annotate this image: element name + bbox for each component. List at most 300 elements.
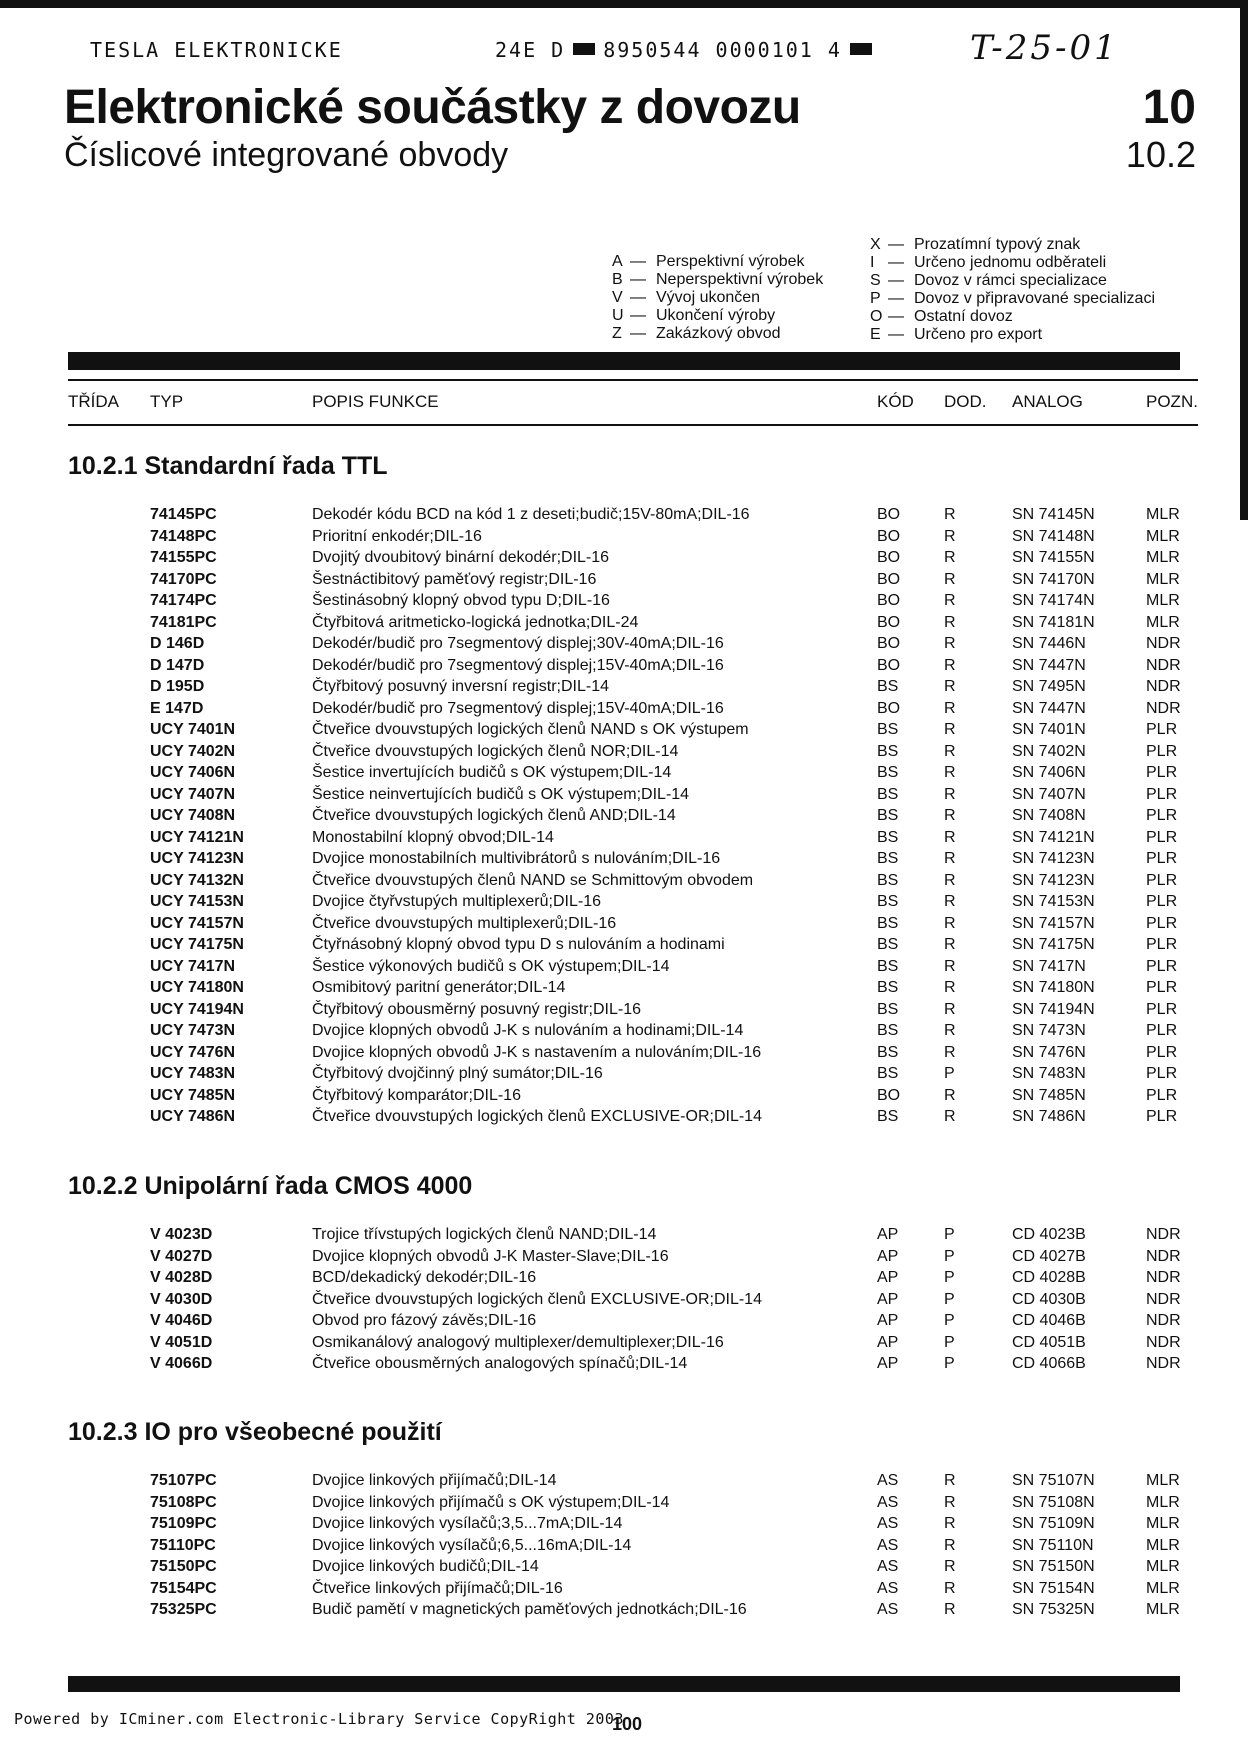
cell-popis: Dvojice klopných obvodů J-K Master-Slave;DIL-16 (312, 1247, 669, 1265)
cell-pozn: PLR (1146, 1065, 1178, 1082)
legend-item (612, 271, 823, 289)
cell-pozn: NDR (1146, 1312, 1181, 1329)
cell-analog: CD 4028B (1012, 1269, 1086, 1286)
cell-dod: R (944, 592, 956, 609)
cell-dod: P (944, 1247, 955, 1265)
cell-analog: SN 74153N (1012, 893, 1095, 910)
cell-typ: UCY 7483N (150, 1065, 236, 1082)
cell-popis: Šestice invertujících budičů s OK výstupem;DIL-14 (312, 764, 672, 781)
cell-pozn: NDR (1146, 656, 1181, 674)
cell-popis: Dekodér/budič pro 7segmentový displej;15V-40mA;DIL-16 (312, 656, 724, 674)
cell-pozn: PLR (1146, 1000, 1178, 1018)
cell-popis: Čtveřice linkových přijímačů;DIL-16 (312, 1579, 563, 1597)
cell-typ: 75325PC (150, 1601, 217, 1618)
legend-code: A (612, 253, 623, 270)
cell-typ: UCY 7402N (150, 742, 236, 760)
cell-dod: P (944, 1312, 955, 1329)
cell-typ: V 4051D (150, 1333, 213, 1351)
cell-typ: UCY 74121N (150, 828, 244, 846)
cell-typ: V 4023D (150, 1226, 213, 1243)
cell-dod: R (944, 1493, 956, 1511)
cell-popis: Dvojitý dvoubitový binární dekodér;DIL-16 (312, 549, 610, 566)
cell-analog: SN 75154N (1012, 1579, 1095, 1597)
table-row (0, 764, 1248, 786)
legend-item (612, 325, 823, 343)
cell-dod: R (944, 893, 956, 910)
cell-pozn: MLR (1146, 527, 1180, 545)
legend-text: Určeno jednomu odběrateli (914, 254, 1107, 271)
table-row (0, 635, 1248, 657)
cell-pozn: PLR (1146, 785, 1178, 803)
cell-popis: Čtveřice dvouvstupých logických členů NAND s OK výstupem (312, 721, 749, 738)
cell-kod: AP (877, 1355, 899, 1372)
cell-analog: SN 7401N (1012, 721, 1086, 738)
cell-kod: AP (877, 1226, 899, 1243)
cell-dod: R (944, 828, 956, 846)
cell-popis: Čtveřice dvouvstupých multiplexerů;DIL-16 (312, 914, 617, 932)
header-rule-top (68, 379, 1198, 381)
cell-typ: 74155PC (150, 549, 217, 566)
cell-typ: 75108PC (150, 1493, 217, 1511)
table-row (0, 1001, 1248, 1023)
cell-analog: SN 74194N (1012, 1000, 1095, 1018)
table-row (0, 1108, 1248, 1130)
legend-code: X (870, 236, 881, 253)
legend-code: O (870, 308, 883, 325)
table-row (0, 786, 1248, 808)
cell-typ: UCY 74153N (150, 893, 244, 910)
cell-pozn: NDR (1146, 635, 1181, 652)
cell-pozn: MLR (1146, 549, 1180, 566)
cell-popis: Čtyřbitový obousměrný posuvný registr;DIL-16 (312, 1000, 642, 1018)
table-row (0, 958, 1248, 980)
cell-typ: UCY 7486N (150, 1108, 236, 1125)
cell-popis: Šestinásobný klopný obvod typu D;DIL-16 (312, 592, 610, 609)
legend-item (870, 290, 1155, 308)
cell-analog: SN 7408N (1012, 807, 1086, 824)
cell-analog: CD 4027B (1012, 1247, 1086, 1265)
table-row (0, 721, 1248, 743)
page-subtitle: Číslicové integrované obvody (64, 136, 509, 174)
cell-kod: BS (877, 893, 899, 910)
cell-typ: UCY 74123N (150, 850, 244, 867)
cell-pozn: PLR (1146, 1108, 1178, 1125)
table-ttl (0, 506, 1248, 1130)
cell-pozn: PLR (1146, 979, 1178, 996)
table-row (0, 1248, 1248, 1270)
table-row (0, 1226, 1248, 1248)
legend-item (612, 307, 823, 325)
legend-code: S (870, 272, 881, 289)
cell-dod: R (944, 678, 956, 695)
cell-popis: Osmikanálový analogový multiplexer/demultiplexer;DIL-16 (312, 1333, 724, 1351)
dash-glyph: — (630, 289, 646, 306)
table-row (0, 1312, 1248, 1334)
legend-code: V (612, 289, 623, 306)
legend-item (612, 289, 823, 307)
cell-analog: SN 7447N (1012, 656, 1086, 674)
table-row (0, 936, 1248, 958)
cell-popis: Dvojice linkových přijímačů;DIL-14 (312, 1472, 557, 1489)
cell-dod: R (944, 1579, 956, 1597)
cell-popis: Dvojice linkových budičů;DIL-14 (312, 1558, 539, 1575)
cell-typ: V 4046D (150, 1312, 213, 1329)
cell-typ: 75150PC (150, 1558, 217, 1575)
cell-kod: BS (877, 1043, 899, 1061)
cell-kod: BS (877, 1022, 899, 1039)
cell-dod: R (944, 850, 956, 867)
cell-popis: Dvojice linkových vysílačů;3,5...7mA;DIL-14 (312, 1515, 623, 1532)
cell-popis: Budič pamětí v magnetických paměťových jednotkách;DIL-16 (312, 1601, 747, 1618)
cell-typ: 74148PC (150, 527, 217, 545)
cell-dod: R (944, 721, 956, 738)
dash-glyph: — (630, 325, 646, 342)
cell-analog: SN 7406N (1012, 764, 1086, 781)
table-cmos (0, 1226, 1248, 1377)
cell-kod: BS (877, 828, 899, 846)
legend-text: Určeno pro export (914, 326, 1043, 343)
cell-dod: P (944, 1355, 955, 1372)
table-row (0, 614, 1248, 636)
cell-typ: UCY 7485N (150, 1086, 236, 1104)
cell-analog: SN 74180N (1012, 979, 1095, 996)
cell-pozn: PLR (1146, 764, 1178, 781)
cell-kod: BS (877, 1065, 899, 1082)
cell-popis: Čtveřice dvouvstupých logických členů AND;DIL-14 (312, 807, 676, 824)
cell-kod: BS (877, 957, 899, 975)
table-row (0, 1269, 1248, 1291)
table-row (0, 915, 1248, 937)
table-row (0, 1022, 1248, 1044)
cell-dod: R (944, 613, 956, 631)
cell-kod: BS (877, 1000, 899, 1018)
cell-analog: SN 74123N (1012, 871, 1095, 889)
table-row (0, 700, 1248, 722)
section-heading-general: 10.2.3 IO pro všeobecné použití (68, 1418, 442, 1446)
cell-popis: Šestice neinvertujících budičů s OK výstupem;DIL-14 (312, 785, 690, 803)
legend-code: I (870, 254, 875, 271)
col-header-pozn: POZN. (1146, 392, 1198, 411)
section-heading-ttl: 10.2.1 Standardní řada TTL (68, 452, 388, 480)
cell-popis: Čtyřnásobný klopný obvod typu D s nulováním a hodinami (312, 936, 725, 953)
cell-analog: SN 7495N (1012, 678, 1086, 695)
cell-typ: UCY 7417N (150, 957, 236, 975)
cell-kod: BO (877, 592, 901, 609)
table-row (0, 979, 1248, 1001)
col-header-dod: DOD. (944, 392, 987, 411)
cell-dod: P (944, 1065, 955, 1082)
cell-typ: 75110PC (150, 1536, 216, 1554)
cell-pozn: PLR (1146, 1043, 1178, 1061)
cell-dod: R (944, 1022, 956, 1039)
cell-kod: BS (877, 979, 899, 996)
cell-kod: BO (877, 570, 901, 588)
cell-analog: SN 74157N (1012, 914, 1095, 932)
cell-kod: BS (877, 871, 899, 889)
cell-popis: Dvojice linkových vysílačů;6,5...16mA;DIL-14 (312, 1536, 632, 1554)
cell-dod: R (944, 656, 956, 674)
cell-analog: SN 7446N (1012, 635, 1086, 652)
cell-popis: Čtyřbitový komparátor;DIL-16 (312, 1086, 521, 1104)
cell-typ: UCY 74157N (150, 914, 244, 932)
cell-dod: P (944, 1333, 955, 1351)
col-header-trida: TŘÍDA (68, 392, 119, 411)
cell-dod: R (944, 549, 956, 566)
cell-analog: SN 7476N (1012, 1043, 1086, 1061)
legend-item (612, 253, 823, 271)
cell-dod: R (944, 764, 956, 781)
dash-glyph: — (630, 271, 646, 288)
cell-typ: 74170PC (150, 570, 217, 588)
cell-analog: CD 4066B (1012, 1355, 1086, 1372)
cell-dod: R (944, 635, 956, 652)
cell-kod: AS (877, 1472, 899, 1489)
scan-top-border (0, 0, 1248, 8)
cell-typ: UCY 7476N (150, 1043, 236, 1061)
cell-pozn: PLR (1146, 807, 1178, 824)
cell-analog: SN 7407N (1012, 785, 1086, 803)
legend-text: Ostatní dovoz (914, 308, 1013, 325)
cell-kod: BO (877, 549, 901, 566)
cell-typ: 75154PC (150, 1579, 217, 1597)
cell-popis: Čtveřice dvouvstupých logických členů NOR;DIL-14 (312, 742, 679, 760)
cell-pozn: MLR (1146, 506, 1180, 523)
cell-popis: Obvod pro fázový závěs;DIL-16 (312, 1312, 537, 1329)
cell-analog: SN 74181N (1012, 613, 1095, 631)
cell-analog: SN 74155N (1012, 549, 1095, 566)
cell-dod: R (944, 699, 956, 717)
chapter-number: 10 (1142, 81, 1196, 134)
cell-kod: BS (877, 678, 899, 695)
cell-popis: Šestice výkonových budičů s OK výstupem;DIL-14 (312, 957, 670, 975)
cell-pozn: PLR (1146, 893, 1178, 910)
legend-code: B (612, 271, 623, 288)
col-header-popis: POPIS FUNKCE (312, 392, 439, 411)
cell-dod: P (944, 1269, 955, 1286)
cell-popis: Šestnáctibitový paměťový registr;DIL-16 (312, 570, 597, 588)
cell-pozn: MLR (1146, 1536, 1180, 1554)
cell-typ: UCY 74194N (150, 1000, 244, 1018)
scan-header-code-b: 8950544 0000101 4 (603, 38, 842, 62)
header-rule-thick (68, 352, 1180, 370)
legend-item (870, 254, 1155, 272)
cell-popis: Dvojice klopných obvodů J-K s nulováním a hodinami;DIL-14 (312, 1022, 744, 1039)
page-number: 100 (612, 1714, 643, 1734)
cell-dod: R (944, 742, 956, 760)
cell-analog: SN 75108N (1012, 1493, 1095, 1511)
cell-analog: SN 74123N (1012, 850, 1095, 867)
table-row (0, 1494, 1248, 1516)
cell-popis: Dvojice linkových přijímačů s OK výstupem;DIL-14 (312, 1493, 670, 1511)
table-row (0, 829, 1248, 851)
cell-typ: V 4066D (150, 1355, 213, 1372)
cell-pozn: PLR (1146, 957, 1178, 975)
cell-dod: P (944, 1290, 955, 1308)
table-row (0, 1291, 1248, 1313)
dash-glyph: — (888, 290, 904, 307)
cell-typ: D 147D (150, 656, 205, 674)
cell-dod: R (944, 979, 956, 996)
cell-popis: Čtyřbitová aritmeticko-logická jednotka;DIL-24 (312, 613, 639, 631)
cell-popis: Čtveřice dvouvstupých logických členů EXCLUSIVE-OR;DIL-14 (312, 1290, 762, 1308)
cell-analog: SN 7417N (1012, 957, 1086, 975)
table-row (0, 528, 1248, 550)
cell-pozn: MLR (1146, 1558, 1180, 1575)
footer-rule-thick (68, 1676, 1180, 1692)
cell-popis: Dekodér kódu BCD na kód 1 z deseti;budič;15V-80mA;DIL-16 (312, 506, 750, 523)
cell-analog: SN 74170N (1012, 570, 1095, 588)
cell-typ: UCY 7408N (150, 807, 236, 824)
cell-kod: AP (877, 1312, 899, 1329)
cell-pozn: NDR (1146, 699, 1181, 717)
cell-kod: AP (877, 1290, 899, 1308)
cell-popis: Dvojice čtyřvstupých multiplexerů;DIL-16 (312, 893, 601, 910)
cell-dod: R (944, 1472, 956, 1489)
cell-dod: R (944, 936, 956, 953)
scan-header-codes (495, 38, 880, 62)
cell-kod: BS (877, 764, 899, 781)
cell-typ: UCY 7473N (150, 1022, 236, 1039)
legend-item (870, 236, 1155, 254)
cell-kod: BS (877, 742, 899, 760)
dash-glyph: — (630, 307, 646, 324)
cell-pozn: MLR (1146, 570, 1180, 588)
cell-analog: SN 74175N (1012, 936, 1095, 953)
table-row (0, 872, 1248, 894)
cell-analog: SN 74148N (1012, 527, 1095, 545)
cell-analog: SN 75110N (1012, 1536, 1094, 1554)
cell-pozn: PLR (1146, 828, 1178, 846)
cell-dod: R (944, 871, 956, 889)
cell-kod: AS (877, 1558, 899, 1575)
cell-analog: SN 75109N (1012, 1515, 1095, 1532)
cell-typ: UCY 74175N (150, 936, 244, 953)
cell-kod: AS (877, 1579, 899, 1597)
cell-kod: AS (877, 1601, 899, 1618)
cell-popis: BCD/dekadický dekodér;DIL-16 (312, 1269, 537, 1286)
table-row (0, 657, 1248, 679)
cell-dod: R (944, 1558, 956, 1575)
cell-typ: 74181PC (150, 613, 217, 631)
scan-header-left: TESLA ELEKTRONICKE (90, 38, 343, 62)
cell-analog: SN 7485N (1012, 1086, 1086, 1104)
legend-text: Ukončení výroby (656, 307, 776, 324)
legend-item (870, 272, 1155, 290)
cell-kod: BS (877, 914, 899, 932)
cell-typ: UCY 74180N (150, 979, 244, 996)
section-number: 10.2 (1125, 134, 1196, 175)
table-row (0, 1601, 1248, 1623)
cell-kod: BS (877, 807, 899, 824)
cell-popis: Čtveřice obousměrných analogových spínačů;DIL-14 (312, 1355, 688, 1372)
cell-pozn: MLR (1146, 592, 1180, 609)
scan-header-code-a: 24E D (495, 38, 566, 62)
cell-popis: Dekodér/budič pro 7segmentový displej;30V-40mA;DIL-16 (312, 635, 724, 652)
table-general (0, 1472, 1248, 1623)
cell-analog: SN 7473N (1012, 1022, 1086, 1039)
cell-pozn: NDR (1146, 678, 1181, 695)
dash-glyph: — (888, 254, 904, 271)
handwritten-note: T-25-01 (970, 28, 1119, 68)
cell-kod: AP (877, 1269, 899, 1286)
legend-text: Prozatímní typový znak (914, 236, 1081, 253)
block-mark-icon (850, 43, 872, 55)
cell-dod: R (944, 807, 956, 824)
cell-analog: CD 4023B (1012, 1226, 1086, 1243)
legend-left (612, 253, 823, 343)
table-row (0, 850, 1248, 872)
table-row (0, 1334, 1248, 1356)
scan-right-edge (1240, 0, 1248, 520)
cell-dod: R (944, 1601, 956, 1618)
cell-popis: Dvojice klopných obvodů J-K s nastavením a nulováním;DIL-16 (312, 1043, 762, 1061)
cell-kod: BS (877, 785, 899, 803)
col-header-kod: KÓD (877, 392, 914, 411)
cell-pozn: MLR (1146, 1493, 1180, 1511)
cell-dod: R (944, 1043, 956, 1061)
cell-kod: AS (877, 1515, 899, 1532)
cell-popis: Dvojice monostabilních multivibrátorů s nulováním;DIL-16 (312, 850, 721, 867)
cell-analog: CD 4030B (1012, 1290, 1086, 1308)
cell-pozn: MLR (1146, 1515, 1180, 1532)
block-mark-icon (573, 43, 595, 55)
legend-code: Z (612, 325, 622, 342)
legend-text: Perspektivní výrobek (656, 253, 805, 270)
table-row (0, 506, 1248, 528)
cell-pozn: PLR (1146, 721, 1178, 738)
cell-pozn: PLR (1146, 742, 1178, 760)
cell-typ: V 4028D (150, 1269, 213, 1286)
cell-kod: BS (877, 1108, 899, 1125)
cell-typ: V 4027D (150, 1247, 213, 1265)
dash-glyph: — (888, 272, 904, 289)
table-row (0, 571, 1248, 593)
cell-pozn: MLR (1146, 613, 1180, 631)
cell-pozn: NDR (1146, 1269, 1181, 1286)
cell-pozn: NDR (1146, 1355, 1181, 1372)
cell-typ: D 146D (150, 635, 205, 652)
cell-pozn: NDR (1146, 1290, 1181, 1308)
cell-analog: SN 75325N (1012, 1601, 1095, 1618)
cell-dod: R (944, 957, 956, 975)
section-heading-cmos: 10.2.2 Unipolární řada CMOS 4000 (68, 1172, 473, 1200)
table-row (0, 807, 1248, 829)
cell-typ: UCY 7407N (150, 785, 236, 803)
cell-dod: R (944, 914, 956, 932)
cell-kod: BO (877, 527, 901, 545)
cell-kod: BO (877, 699, 901, 717)
legend-item (870, 308, 1155, 326)
table-row (0, 1580, 1248, 1602)
cell-dod: R (944, 1108, 956, 1125)
cell-analog: SN 74145N (1012, 506, 1095, 523)
cell-pozn: MLR (1146, 1472, 1180, 1489)
cell-typ: E 147D (150, 699, 204, 717)
dash-glyph: — (888, 236, 904, 253)
cell-pozn: PLR (1146, 850, 1178, 867)
legend-code: U (612, 307, 624, 324)
cell-popis: Monostabilní klopný obvod;DIL-14 (312, 828, 554, 846)
cell-pozn: PLR (1146, 871, 1178, 889)
table-row (0, 1472, 1248, 1494)
table-row (0, 678, 1248, 700)
table-row (0, 743, 1248, 765)
legend-code: E (870, 326, 881, 343)
table-row (0, 1044, 1248, 1066)
table-row (0, 1065, 1248, 1087)
cell-kod: AP (877, 1247, 899, 1265)
col-header-typ: TYP (150, 392, 184, 411)
